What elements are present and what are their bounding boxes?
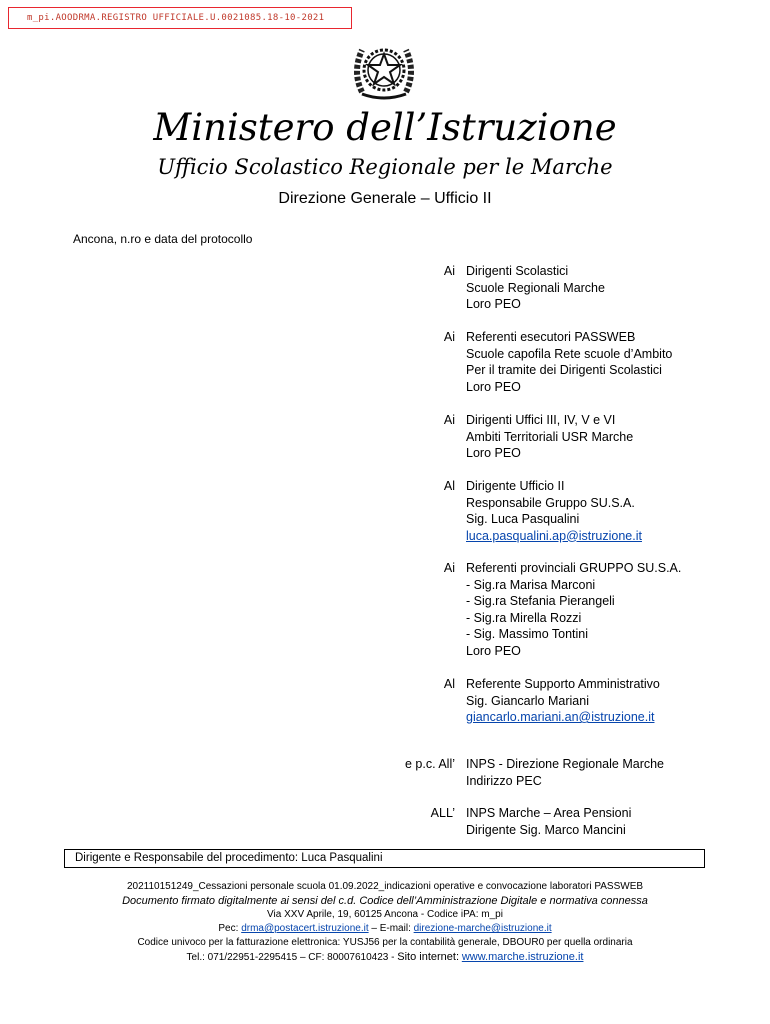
recipient-line: INPS - Direzione Regionale Marche <box>466 757 665 771</box>
phone-cf: Tel.: 071/22951-2295415 – CF: 80007610423 - <box>186 952 395 963</box>
recipient-prefix: Al <box>443 479 455 493</box>
responsible-box: Dirigente e Responsabile del procedimento: Luca Pasqualini <box>64 849 705 868</box>
footer-phone-site <box>0 950 770 965</box>
ministry-title: Ministero dell’Istruzione <box>153 106 617 149</box>
place-date: Ancona, n.ro e data del protocollo <box>73 232 253 246</box>
footer-file-name: 202110151249_Cessazioni personale scuola 01.09.2022_indicazioni operative e convocazione laboratori PASSWEB <box>126 881 644 892</box>
recipient-line: Referenti esecutori PASSWEB <box>466 330 636 344</box>
recipient-line: Per il tramite dei Dirigenti Scolastici <box>466 363 662 377</box>
recipient-line: Dirigente Sig. Marco Mancini <box>466 822 626 837</box>
recipient-line: Sig. Luca Pasqualini <box>466 512 580 526</box>
recipient-email-link[interactable]: giancarlo.mariani.an@istruzione.it <box>466 710 655 724</box>
footer-signature-note: Documento firmato digitalmente ai sensi del c.d. Codice dell’Amministrazione Digitale e normativa connessa <box>122 895 648 907</box>
recipient-prefix: Ai <box>443 561 455 575</box>
recipient-line: Indirizzo PEC <box>466 773 542 788</box>
email-label: – E-mail: <box>371 923 411 934</box>
recipient-prefix: Ai <box>443 413 455 427</box>
recipient-line: Dirigenti Scolastici <box>466 264 569 278</box>
recipient-prefix: e p.c. All’ <box>404 757 455 771</box>
italian-republic-emblem-icon <box>348 32 420 104</box>
recipient-line: Dirigenti Uffici III, IV, V e VI <box>466 413 616 427</box>
recipient-line: Responsabile Gruppo SU.S.A. <box>466 495 635 510</box>
protocol-stamp: m_pi.AOODRMA.REGISTRO UFFICIALE.U.0021085.18-10-2021 <box>8 7 352 29</box>
recipient-prefix: ALL’ <box>430 806 455 820</box>
footer-billing: Codice univoco per la fatturazione elettronica: YUSJ56 per la contabilità generale, DBOUR0 per quella ordinaria <box>137 937 633 948</box>
recipient-line: - Sig.ra Stefania Pierangeli <box>466 594 615 608</box>
direction-title: Direzione Generale – Ufficio II <box>278 190 492 207</box>
recipient-line: Loro PEO <box>466 379 521 394</box>
recipient-line: Loro PEO <box>466 446 521 460</box>
recipient-line: Referenti provinciali GRUPPO SU.S.A. <box>466 561 682 575</box>
recipient-prefix: Ai <box>443 330 455 344</box>
site-label: Sito internet: <box>397 951 460 963</box>
recipient-line: INPS Marche – Area Pensioni <box>466 806 632 820</box>
recipient-line: - Sig.ra Marisa Marconi <box>466 577 596 592</box>
recipient-line: Scuole Regionali Marche <box>466 280 605 295</box>
recipient-line: Scuole capofila Rete scuole d’Ambito <box>466 346 673 361</box>
recipient-line: Ambiti Territoriali USR Marche <box>466 429 634 444</box>
pec-email-link[interactable]: drma@postacert.istruzione.it <box>241 923 369 934</box>
recipient-line: Loro PEO <box>466 643 521 658</box>
recipient-line: Referente Supporto Amministrativo <box>466 677 660 691</box>
recipient-line: Loro PEO <box>466 297 521 311</box>
office-email-link[interactable]: direzione-marche@istruzione.it <box>413 923 552 934</box>
recipient-prefix: Ai <box>443 264 455 278</box>
recipient-line: - Sig. Massimo Tontini <box>466 627 589 641</box>
website-link[interactable]: www.marche.istruzione.it <box>461 951 584 963</box>
office-title: Ufficio Scolastico Regionale per le Marche <box>157 155 613 179</box>
footer <box>0 880 770 965</box>
recipient-line: Sig. Giancarlo Mariani <box>466 693 589 708</box>
recipient-email-link[interactable]: luca.pasqualini.ap@istruzione.it <box>466 528 642 543</box>
recipient-line: - Sig.ra Mirella Rozzi <box>466 610 582 625</box>
footer-contacts <box>0 922 770 936</box>
footer-address: Via XXV Aprile, 19, 60125 Ancona - Codice iPA: m_pi <box>267 909 503 920</box>
recipient-prefix: Al <box>443 677 455 691</box>
recipient-line: Dirigente Ufficio II <box>466 479 565 493</box>
pec-label: Pec: <box>218 923 239 934</box>
